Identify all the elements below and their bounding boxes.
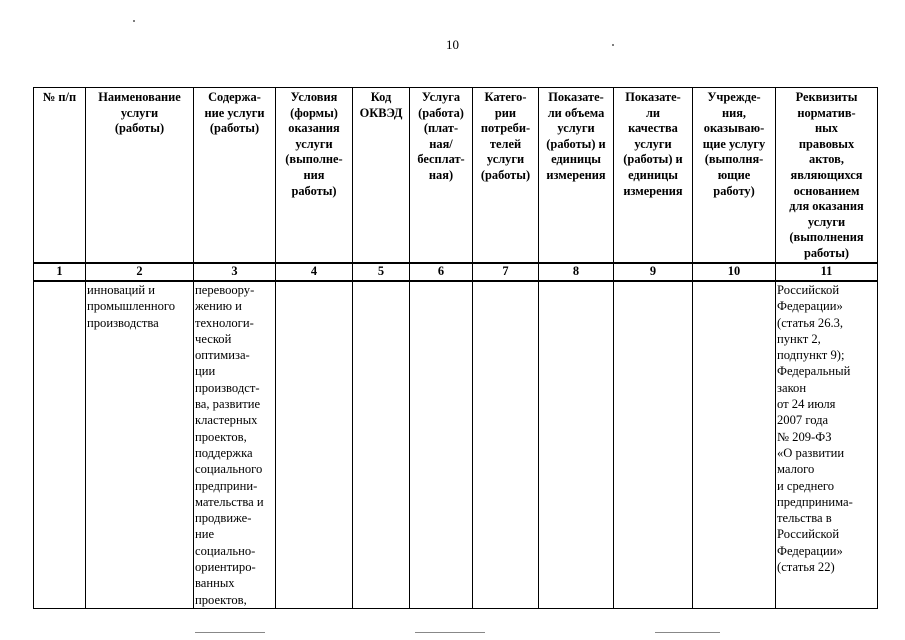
- page-number: 10: [446, 37, 459, 52]
- column-number: 2: [86, 263, 194, 281]
- cell-okved: [353, 281, 410, 608]
- scan-speck: [133, 20, 135, 22]
- header-cell-volume-indicators: [539, 88, 614, 264]
- header-cell-number: [34, 88, 86, 264]
- header-text: Показате- ли объема услуги (работы) и единицы измерения: [546, 90, 606, 182]
- column-number: 8: [539, 263, 614, 281]
- cell-quality-indicators: [614, 281, 693, 608]
- header-text: № п/п: [42, 90, 77, 104]
- header-text: Реквизиты норматив- ных правовых актов, являющихся основанием для оказания услуги (выполнения работы): [789, 90, 864, 260]
- scan-edge-line: [195, 632, 265, 633]
- column-number: 1: [34, 263, 86, 281]
- header-row: [34, 88, 878, 264]
- column-number: 3: [194, 263, 276, 281]
- header-cell-paid-free: [410, 88, 473, 264]
- cell-number: [34, 281, 86, 608]
- cell-consumer-categories: [473, 281, 539, 608]
- header-text: Код ОКВЭД: [359, 90, 403, 120]
- header-cell-okved: [353, 88, 410, 264]
- header-cell-consumer-categories: [473, 88, 539, 264]
- scan-edge-line: [655, 632, 720, 633]
- header-text: Катего- рии потреби- телей услуги (работы): [480, 90, 531, 182]
- column-number: 7: [473, 263, 539, 281]
- column-number: 6: [410, 263, 473, 281]
- cell-service-content: [194, 281, 276, 608]
- cell-institutions: [693, 281, 776, 608]
- header-text: Показате- ли качества услуги (работы) и единицы измерения: [623, 90, 683, 198]
- column-number: 4: [276, 263, 353, 281]
- table-row: [34, 281, 878, 608]
- cell-service-name: [86, 281, 194, 608]
- header-cell-legal-acts: [776, 88, 878, 264]
- scan-edge-line: [415, 632, 485, 633]
- header-text: Наименование услуги (работы): [98, 90, 181, 136]
- header-cell-service-content: [194, 88, 276, 264]
- column-number: 5: [353, 263, 410, 281]
- header-cell-quality-indicators: [614, 88, 693, 264]
- header-text: Услуга (работа) (плат- ная/ бесплат- ная): [417, 90, 465, 182]
- header-cell-service-name: [86, 88, 194, 264]
- header-text: Учрежде- ния, оказываю- щие услугу (выполня- ющие работу): [702, 90, 766, 198]
- cell-legal-acts: [776, 281, 878, 608]
- cell-text: Российской Федерации» (статья 26.3, пункт 2, подпункт 9); Федеральный закон от 24 июля 2007 года № 209-ФЗ «О развитии малого и среднего предпринима- тельства в Российской Федерации» (статья 22): [777, 283, 853, 575]
- cell-text: перевоору- жению и технологи- ческой оптимиза- ции производст- ва, развитие кластерных проектов, поддержка социального предприни- мательства и продвиже- ние социально- ориентиро- ванных проектов,: [195, 283, 264, 607]
- column-number-row: [34, 263, 878, 281]
- header-cell-conditions: [276, 88, 353, 264]
- header-cell-institutions: [693, 88, 776, 264]
- services-table: [33, 87, 878, 609]
- column-number: 9: [614, 263, 693, 281]
- column-number: 10: [693, 263, 776, 281]
- header-text: Условия (формы) оказания услуги (выполне- ния работы): [285, 90, 343, 198]
- header-text: Содержа- ние услуги (работы): [204, 90, 265, 136]
- cell-text: инноваций и промышленного производства: [87, 283, 176, 330]
- cell-conditions: [276, 281, 353, 608]
- cell-volume-indicators: [539, 281, 614, 608]
- cell-paid-free: [410, 281, 473, 608]
- column-number: 11: [776, 263, 878, 281]
